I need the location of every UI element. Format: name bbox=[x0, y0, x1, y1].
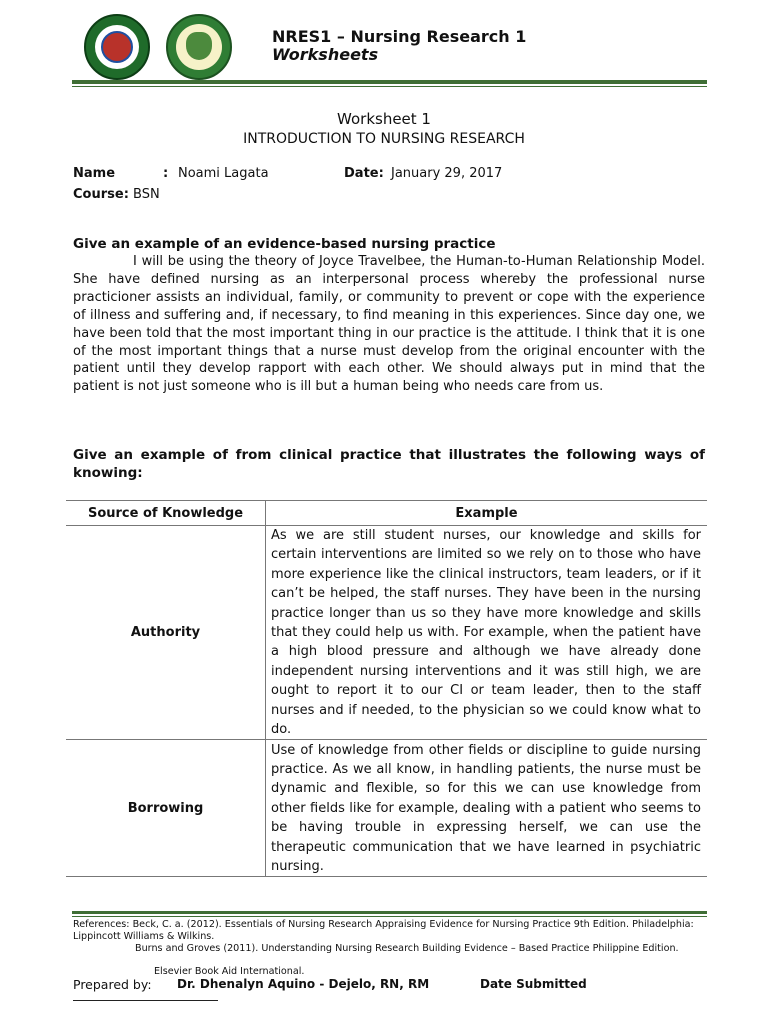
header-subtitle: Worksheets bbox=[272, 45, 379, 64]
worksheet-title: Worksheet 1 bbox=[337, 110, 431, 128]
question-2-prompt: Give an example of from clinical practice that illustrates the following ways of knowing: bbox=[73, 447, 705, 481]
table-header-row bbox=[66, 501, 707, 526]
college-seal-icon bbox=[166, 14, 232, 80]
name-colon: : bbox=[163, 166, 169, 181]
worksheet-subtitle: INTRODUCTION TO NURSING RESEARCH bbox=[243, 131, 525, 147]
course-title: NRES1 – Nursing Research 1 bbox=[272, 27, 527, 46]
date-submitted-label: Date Submitted bbox=[480, 977, 587, 991]
reference-1: References: Beck, C. a. (2012). Essentials of Nursing Research Appraising Evidence for Nursing Practice 9th Edition. Philadelphia: Lippincott Williams & Wilkins. bbox=[73, 919, 694, 942]
table-row bbox=[66, 740, 707, 877]
prepared-by-label: Prepared by: bbox=[73, 977, 152, 992]
course-label: Course: bbox=[73, 187, 129, 202]
university-seal-icon bbox=[84, 14, 150, 80]
header-divider-thin bbox=[72, 86, 707, 87]
name-label: Name bbox=[73, 166, 116, 181]
ways-of-knowing-table bbox=[66, 500, 707, 877]
reference-2: Burns and Groves (2011). Understanding Nursing Research Building Evidence – Based Practice Philippine Edition. bbox=[135, 943, 679, 954]
table-cell-example: Use of knowledge from other fields or discipline to guide nursing practice. As we all know, in handling patients, the nurse must be dynamic and flexible, so for this we can use knowledge from other fields like for example, dealing with a patient who seems to be having trouble in expressing herself, we can use the therapeutic communication that we have learned in psychiatric nursing. bbox=[266, 740, 708, 877]
table-header-example: Example bbox=[266, 501, 708, 526]
table-row bbox=[66, 526, 707, 740]
prepared-by-name: Dr. Dhenalyn Aquino - Dejelo, RN, RM bbox=[177, 977, 430, 991]
date-label: Date: bbox=[344, 166, 384, 181]
table-header-source: Source of Knowledge bbox=[66, 501, 266, 526]
table-cell-example: As we are still student nurses, our knowledge and skills for certain interventions are limited so we rely on to those who have more experience like the clinical instructors, team leaders, or if it can’t be helped, the staff nurses. They have been in the nursing practice longer than us so they have more knowledge and skills that they could help us with. For example, when the patient have a high blood pressure and although we have already done independent nursing interventions and it was still high, we are ought to report it to our CI or team leader, then to the staff nurses and if needed, to the physician so we could know what to do. bbox=[266, 526, 708, 740]
table-cell-source: Borrowing bbox=[66, 740, 266, 877]
signature-line bbox=[73, 1000, 218, 1001]
reference-3: Elsevier Book Aid International. bbox=[154, 966, 305, 977]
name-value: Noami Lagata bbox=[178, 166, 269, 181]
date-value: January 29, 2017 bbox=[391, 166, 503, 181]
question-1-answer: I will be using the theory of Joyce Travelbee, the Human-to-Human Relationship Model. She have defined nursing as an interpersonal process whereby the professional nurse practicioner assists an individual, family, or community to prevent or cope with the experience of illness and suffering and, if necessary, to find meaning in this experiences. Since day one, we have been told that the most important thing in our practice is the attitude. I think that it is one of the most important things that a nurse must develop from the original encounter with the patient until they develop rapport with each other. We should always put in mind that the patient is not just someone who is ill but a human being who needs care from us. bbox=[73, 254, 705, 395]
course-value: BSN bbox=[133, 187, 160, 202]
question-1-prompt: Give an example of an evidence-based nursing practice bbox=[73, 236, 496, 252]
footer-divider-thin bbox=[72, 916, 707, 917]
header-divider bbox=[72, 80, 707, 84]
footer-divider bbox=[72, 911, 707, 914]
table-cell-source: Authority bbox=[66, 526, 266, 740]
